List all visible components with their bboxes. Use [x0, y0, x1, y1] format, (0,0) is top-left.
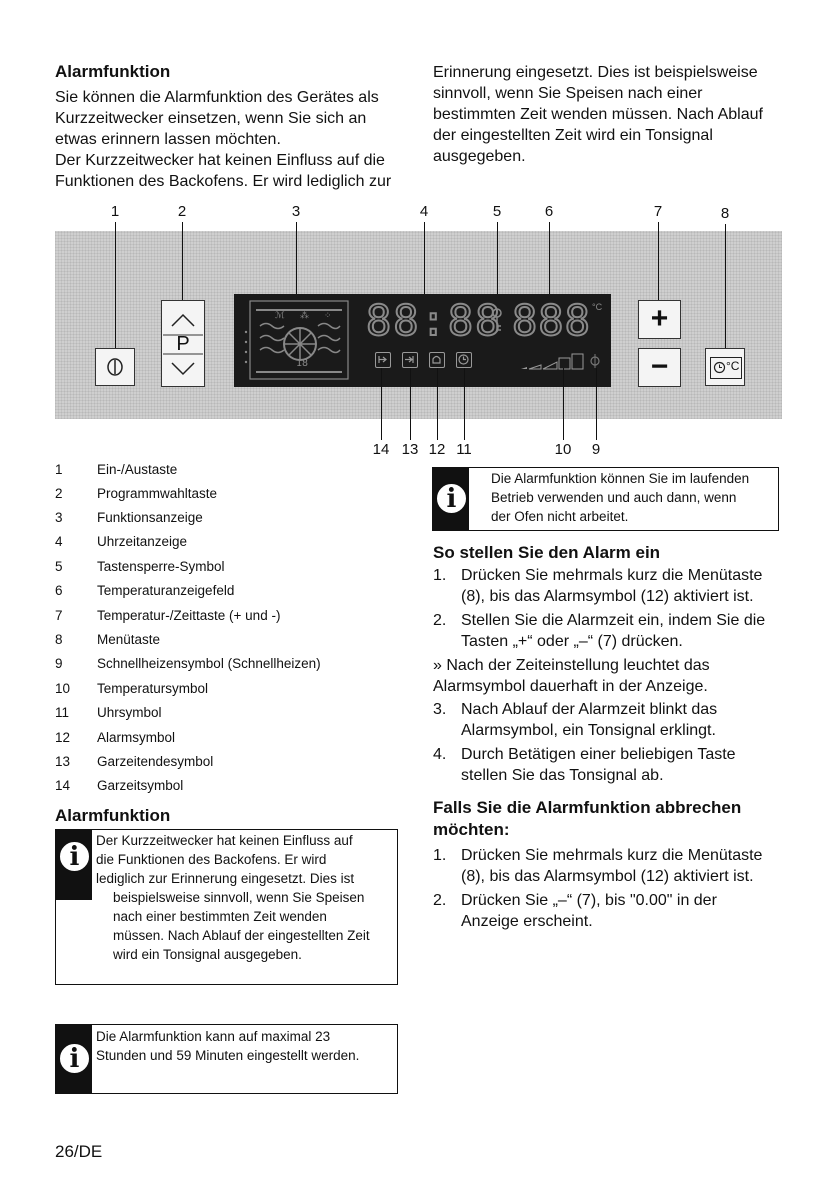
menu-button[interactable] [705, 348, 745, 386]
leader-line [115, 222, 116, 348]
step-text: Tasten „+“ oder „–“ (7) drücken. [461, 633, 683, 650]
legend-number: 11 [55, 705, 70, 720]
section-heading-top: Alarmfunktion [55, 62, 171, 81]
clock-display: 88:88 [366, 296, 503, 345]
program-letter: P [176, 333, 190, 355]
step-number: 2. [433, 612, 447, 629]
callout-11: 11 [456, 441, 472, 458]
key-lock-icon [491, 308, 503, 334]
step-text: Durch Betätigen einer beliebigen Taste [461, 746, 736, 763]
svg-text:⁘: ⁘ [324, 311, 332, 321]
legend-label: Funktionsanzeige [97, 510, 203, 525]
intro-text-left [55, 87, 405, 192]
text-line: Betrieb verwenden und auch dann, wenn [491, 490, 737, 505]
temperature-display: 888 [512, 296, 591, 345]
menu-temp-text: °C [726, 359, 740, 373]
result-note [433, 655, 793, 697]
info-box-3 [432, 467, 779, 531]
clock-icon [456, 352, 472, 368]
legend-label: Temperatur-/Zeittaste (+ und -) [97, 608, 281, 623]
info-box-1 [55, 829, 398, 985]
legend-number: 3 [55, 510, 63, 525]
legend-label: Temperatursymbol [97, 681, 209, 696]
text-line: der eingestellten Zeit wird ein Tonsignal [433, 127, 713, 144]
legend-number: 7 [55, 608, 63, 623]
menu-icon [710, 357, 742, 379]
text-line: nach einer bestimmten Zeit wenden [113, 909, 327, 924]
step-item [433, 699, 793, 741]
step-item [433, 610, 793, 652]
plus-button[interactable]: + [638, 300, 681, 339]
svg-text:⁂: ⁂ [300, 311, 309, 321]
text-line: der Ofen nicht arbeitet. [491, 509, 629, 524]
info-box-2 [55, 1024, 398, 1094]
step-item [433, 845, 793, 887]
text-line: Der Kurzzeitwecker hat keinen Einfluss auf [96, 833, 353, 848]
legend-number: 12 [55, 730, 71, 745]
legend-label: Garzeitsymbol [97, 778, 184, 793]
text-line: Erinnerung eingesetzt. Dies ist beispielsweise [433, 64, 758, 81]
leader-line [658, 222, 659, 302]
temperature-bars-icon [521, 352, 587, 370]
power-button[interactable] [95, 348, 135, 386]
step-text: (8), bis das Alarmsymbol (12) aktiviert ist. [461, 868, 754, 885]
text-line: Stunden und 59 Minuten eingestellt werden. [96, 1048, 360, 1063]
text-line: ausgegeben. [433, 148, 526, 165]
legend-label: Tastensperre-Symbol [97, 559, 225, 574]
text-line: müssen. Nach Ablauf der eingestellten Zeit [113, 928, 370, 943]
callout-5: 5 [492, 203, 502, 220]
callout-10: 10 [554, 441, 572, 458]
info-text-continued [113, 888, 398, 964]
text-line: » Nach der Zeiteinstellung leuchtet das [433, 657, 710, 674]
legend-number: 9 [55, 656, 63, 671]
legend-label: Temperaturanzeigefeld [97, 583, 235, 598]
intro-text-right [433, 62, 793, 167]
clock-symbol [457, 353, 470, 366]
power-icon [96, 349, 134, 385]
step-number: 1. [433, 847, 447, 864]
step-text: Anzeige erscheint. [461, 913, 593, 930]
info-text [96, 831, 394, 888]
page-number: 26/DE [55, 1142, 103, 1161]
leader-line [182, 222, 183, 300]
callout-4: 4 [419, 203, 429, 220]
leader-line [563, 368, 564, 440]
cooking-end-symbol [403, 353, 416, 366]
legend-label: Programmwahltaste [97, 486, 218, 501]
legend-label: Ein-/Austaste [97, 462, 178, 477]
leader-line [725, 224, 726, 348]
program-button[interactable] [161, 300, 205, 387]
step-text: Alarmsymbol, ein Tonsignal erklingt. [461, 722, 716, 739]
set-alarm-instructions [433, 565, 793, 786]
menu-clock-icon [713, 361, 726, 374]
function-display [242, 298, 352, 382]
step-number: 3. [433, 701, 447, 718]
legend-label: Schnellheizensymbol (Schnellheizen) [97, 656, 321, 671]
legend-number: 6 [55, 583, 63, 598]
legend-number: 14 [55, 778, 71, 793]
legend-number: 8 [55, 632, 63, 647]
callout-9: 9 [591, 441, 601, 458]
step-number: 4. [433, 746, 447, 763]
display [234, 294, 611, 387]
text-line: etwas erinnern lassen möchten. [55, 131, 281, 148]
step-item [433, 565, 793, 607]
step-text: (8), bis das Alarmsymbol (12) aktiviert ist. [461, 588, 754, 605]
leader-line [464, 368, 465, 440]
temperature-unit: °C [592, 302, 603, 312]
callout-1: 1 [110, 203, 120, 220]
info-icon: i [58, 840, 91, 873]
legend-label: Menütaste [97, 632, 161, 647]
step-item [433, 890, 793, 932]
section-heading-alarm: Alarmfunktion [55, 806, 171, 825]
cancel-alarm-heading [433, 797, 741, 841]
leader-line [437, 368, 438, 440]
fast-heat-icon [589, 353, 601, 369]
text-line: möchten: [433, 820, 510, 839]
step-text: Drücken Sie mehrmals kurz die Menütaste [461, 567, 763, 584]
info-text [96, 1027, 396, 1065]
legend-label: Garzeitendesymbol [97, 754, 214, 769]
step-number: 1. [433, 567, 447, 584]
set-alarm-heading: So stellen Sie den Alarm ein [433, 543, 661, 562]
text-line: Funktionen des Backofens. Er wird lediglich zur [55, 173, 392, 190]
legend-number: 5 [55, 559, 63, 574]
text-line: wird ein Tonsignal ausgegeben. [113, 947, 302, 962]
step-text: Drücken Sie „–“ (7), bis "0.00" in der [461, 892, 717, 909]
text-line: sinnvoll, wenn Sie Speisen nach einer [433, 85, 703, 102]
cancel-alarm-instructions [433, 845, 793, 932]
callout-12: 12 [428, 441, 446, 458]
legend-label: Uhrsymbol [97, 705, 162, 720]
cooking-end-icon [402, 352, 418, 368]
step-text: stellen Sie das Tonsignal ab. [461, 767, 664, 784]
step-number: 2. [433, 892, 447, 909]
legend-label: Alarmsymbol [97, 730, 176, 745]
minus-button[interactable]: − [638, 348, 681, 387]
callout-14: 14 [372, 441, 390, 458]
leader-line [296, 222, 297, 300]
text-line: beispielsweise sinnvoll, wenn Sie Speisen [113, 890, 365, 905]
legend-number: 10 [55, 681, 71, 696]
step-text: Nach Ablauf der Alarmzeit blinkt das [461, 701, 718, 718]
text-line: Alarmsymbol dauerhaft in der Anzeige. [433, 678, 708, 695]
svg-text:ℳ: ℳ [275, 311, 285, 321]
leader-line [596, 368, 597, 440]
legend-number: 2 [55, 486, 63, 501]
alarm-icon [429, 352, 445, 368]
legend-label: Uhrzeitanzeige [97, 534, 188, 549]
cooking-time-icon [375, 352, 391, 368]
callout-8: 8 [720, 205, 730, 222]
text-line: Der Kurzzeitwecker hat keinen Einfluss auf die [55, 152, 385, 169]
text-line: Sie können die Alarmfunktion des Gerätes als [55, 89, 379, 106]
text-line: Die Alarmfunktion können Sie im laufenden [491, 471, 750, 486]
cooking-time-symbol [376, 353, 389, 366]
legend-number: 13 [55, 754, 71, 769]
step-text: Drücken Sie mehrmals kurz die Menütaste [461, 847, 763, 864]
info-text [491, 469, 776, 526]
leader-line [410, 368, 411, 440]
callout-3: 3 [291, 203, 301, 220]
callout-6: 6 [544, 203, 554, 220]
text-line: Kurzzeitwecker einsetzen, wenn Sie sich an [55, 110, 367, 127]
step-text: Stellen Sie die Alarmzeit ein, indem Sie die [461, 612, 766, 629]
leader-line [381, 368, 382, 440]
callout-2: 2 [177, 203, 187, 220]
legend-number: 1 [55, 462, 63, 477]
legend-number: 4 [55, 534, 63, 549]
text-line: bestimmten Zeit wenden müssen. Nach Ablauf [433, 106, 763, 123]
step-item [433, 744, 793, 786]
info-icon: i [435, 482, 468, 515]
bell-icon [430, 353, 443, 366]
text-line: die Funktionen des Backofens. Er wird [96, 852, 327, 867]
function-digits: 18 [296, 358, 309, 369]
callout-13: 13 [401, 441, 419, 458]
text-line: Die Alarmfunktion kann auf maximal 23 [96, 1029, 331, 1044]
text-line: lediglich zur Erinnerung eingesetzt. Dies ist [96, 871, 355, 886]
callout-7: 7 [653, 203, 663, 220]
info-icon: i [58, 1042, 91, 1075]
text-line: Falls Sie die Alarmfunktion abbrechen [433, 798, 742, 817]
